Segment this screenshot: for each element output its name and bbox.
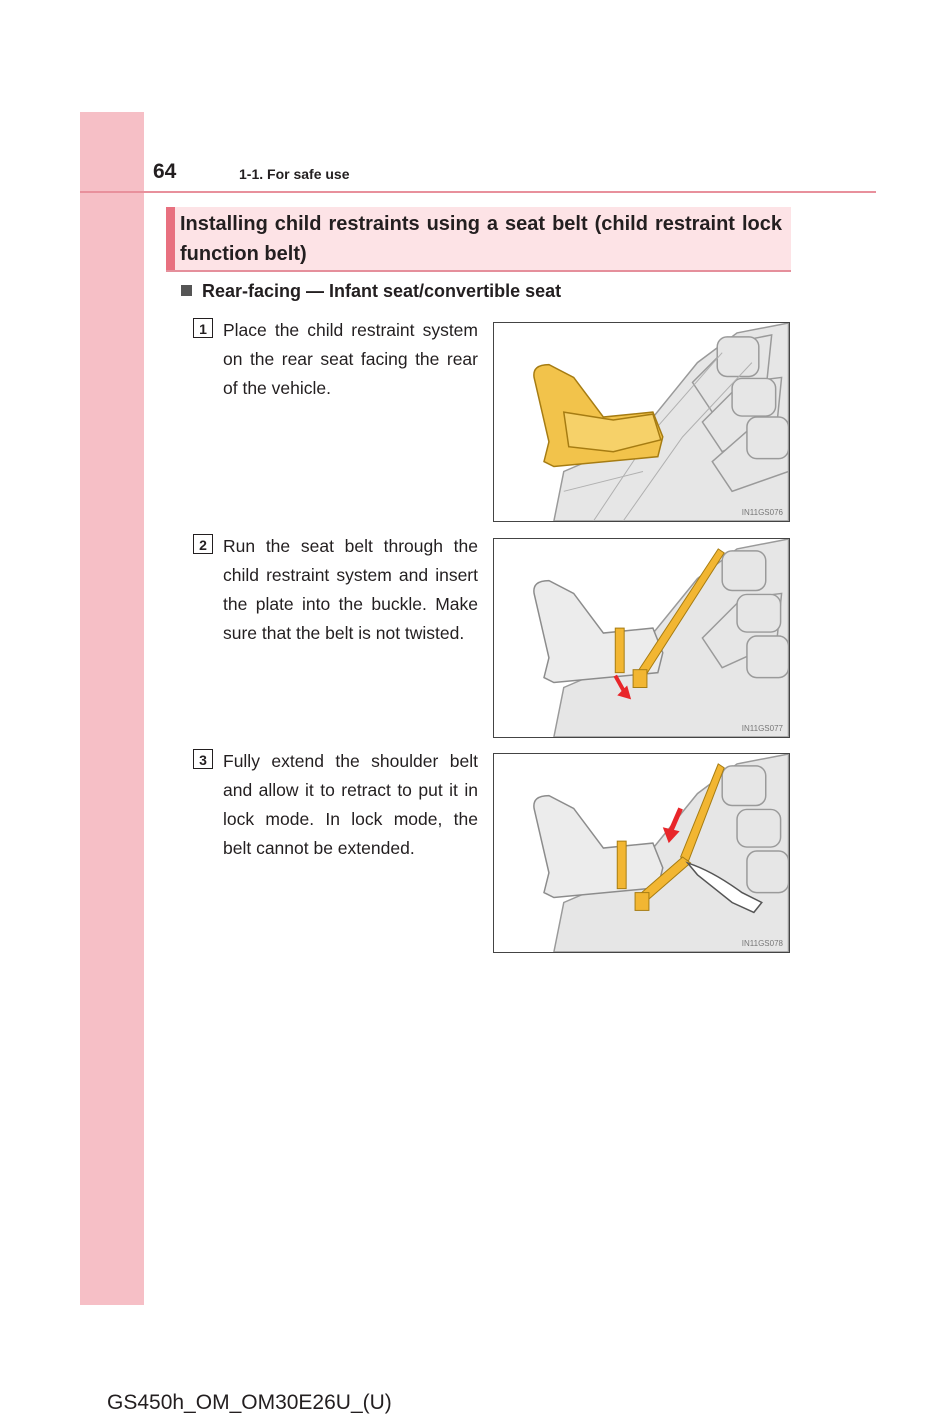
square-bullet-icon [181, 285, 192, 296]
figure-step-3 [493, 753, 790, 953]
figure-step-1 [493, 322, 790, 522]
belt-routing-illustration [494, 539, 789, 737]
figure-step-2 [493, 538, 790, 738]
step-number: 1 [193, 318, 213, 338]
figure-code: IN11GS078 [741, 939, 783, 948]
subheading-text: Rear-facing — Infant seat/convertible seat [202, 281, 562, 301]
document-code-footer: GS450h_OM_OM30E26U_(U) [107, 1391, 392, 1414]
infant-seat-illustration [494, 323, 789, 521]
section-title-box [166, 207, 791, 272]
chapter-side-band [80, 112, 144, 1305]
step-number: 3 [193, 749, 213, 769]
step-text: Place the child restraint system on the rear seat facing the rear of the vehicle. [223, 320, 478, 398]
title-accent-bar [166, 207, 175, 270]
figure-code: IN11GS076 [741, 508, 783, 517]
section-title: Installing child restraints using a seat belt (child restraint lock function belt) [180, 213, 782, 265]
step-text: Fully extend the shoulder belt and allow it to retract to put it in lock mode. In lock mode, the belt cannot be extended. [223, 751, 478, 858]
step-number: 2 [193, 534, 213, 554]
lock-mode-illustration [494, 754, 789, 952]
section-label: 1-1. For safe use [239, 166, 350, 182]
page-number: 64 [153, 160, 177, 183]
figure-code: IN11GS077 [741, 724, 783, 733]
header-rule [80, 191, 876, 193]
subheading [181, 281, 561, 302]
step-text: Run the seat belt through the child restraint system and insert the plate into the buckle. Make sure that the belt is not twisted. [223, 536, 478, 643]
